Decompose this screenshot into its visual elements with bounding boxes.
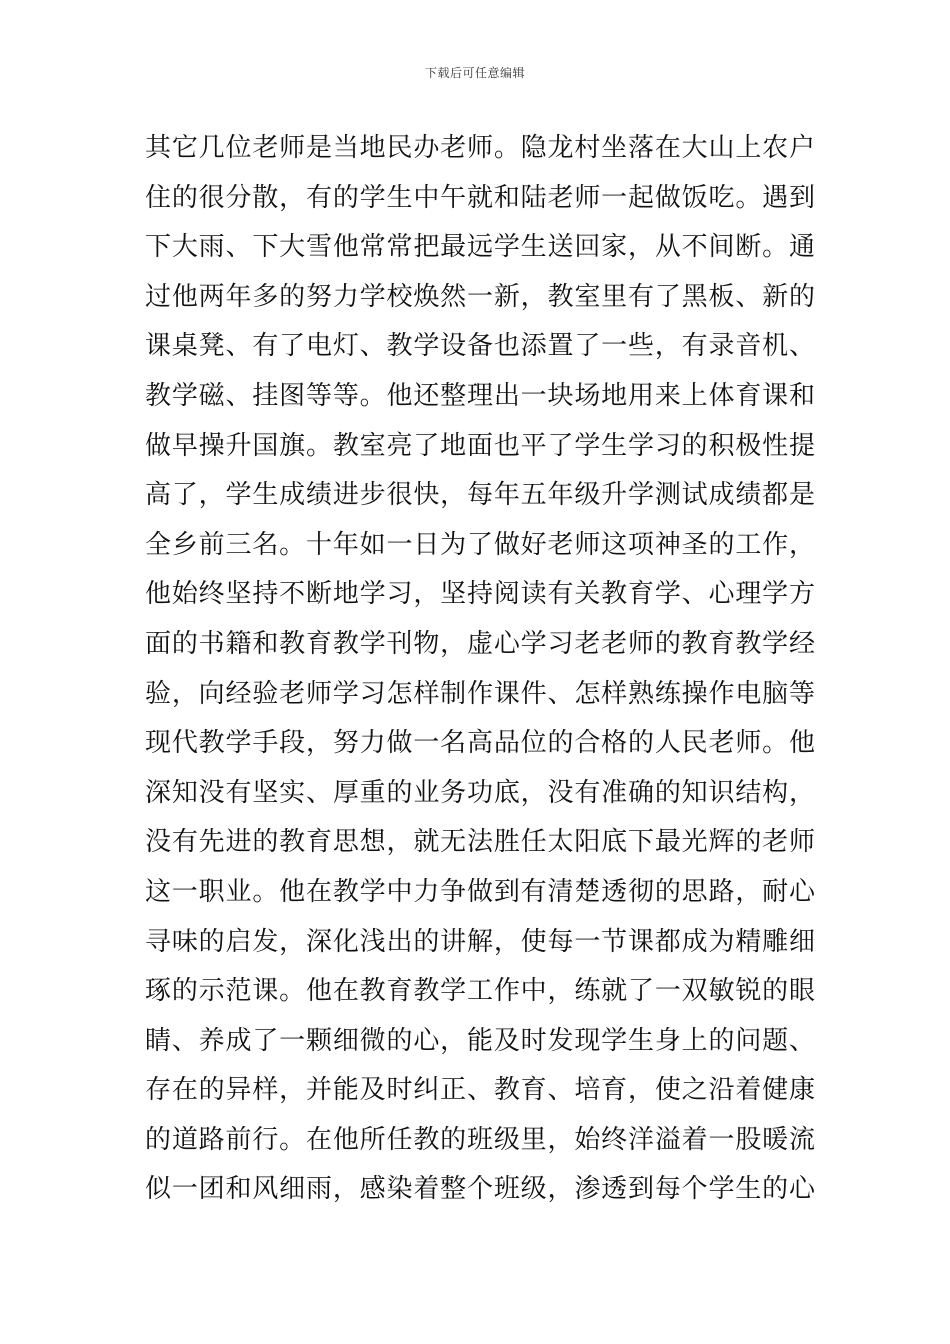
document-body bbox=[145, 124, 815, 1215]
text-line: 验，向经验老师学习怎样制作课件、怎样熟练操作电脑等 bbox=[145, 678, 815, 709]
text-line: 教学磁、挂图等等。他还整理出一块场地用来上体育课和 bbox=[145, 380, 815, 411]
text-line: 全乡前三名。十年如一日为了做好老师这项神圣的工作， bbox=[145, 529, 815, 560]
text-line: 寻味的启发，深化浅出的讲解，使每一节课都成为精雕细 bbox=[145, 926, 815, 957]
text-line: 课桌凳、有了电灯、教学设备也添置了一些，有录音机、 bbox=[145, 331, 815, 362]
text-line: 现代教学手段，努力做一名高品位的合格的人民老师。他 bbox=[145, 728, 815, 759]
text-line: 下大雨、下大雪他常常把最远学生送回家，从不间断。通 bbox=[145, 232, 815, 263]
text-line: 琢的示范课。他在教育教学工作中，练就了一双敏锐的眼 bbox=[145, 976, 815, 1007]
text-line: 高了，学生成绩进步很快，每年五年级升学测试成绩都是 bbox=[145, 480, 815, 511]
text-line: 做早操升国旗。教室亮了地面也平了学生学习的积极性提 bbox=[145, 430, 815, 461]
text-line: 没有先进的教育思想，就无法胜任太阳底下最光辉的老师 bbox=[145, 827, 815, 858]
text-line: 深知没有坚实、厚重的业务功底，没有准确的知识结构， bbox=[145, 777, 815, 808]
page-header: 下载后可任意编辑 bbox=[424, 66, 525, 80]
text-line: 其它几位老师是当地民办老师。隐龙村坐落在大山上农户 bbox=[145, 133, 815, 163]
text-line: 他始终坚持不断地学习，坚持阅读有关教育学、心理学方 bbox=[145, 579, 815, 610]
text-line: 的道路前行。在他所任教的班级里，始终洋溢着一股暖流 bbox=[145, 1124, 815, 1155]
text-line: 这一职业。他在教学中力争做到有清楚透彻的思路，耐心 bbox=[145, 876, 815, 907]
text-line: 住的很分散，有的学生中午就和陆老师一起做饭吃。遇到 bbox=[145, 182, 815, 213]
text-line: 睛、养成了一颗细微的心，能及时发现学生身上的问题、 bbox=[145, 1025, 815, 1056]
text-line: 似一团和风细雨，感染着整个班级，渗透到每个学生的心 bbox=[145, 1174, 815, 1205]
text-line: 存在的异样，并能及时纠正、教育、培育，使之沿着健康 bbox=[145, 1075, 815, 1106]
text-line: 过他两年多的努力学校焕然一新，教室里有了黑板、新的 bbox=[145, 281, 815, 312]
text-line: 面的书籍和教育教学刊物，虚心学习老老师的教育教学经 bbox=[145, 628, 815, 659]
